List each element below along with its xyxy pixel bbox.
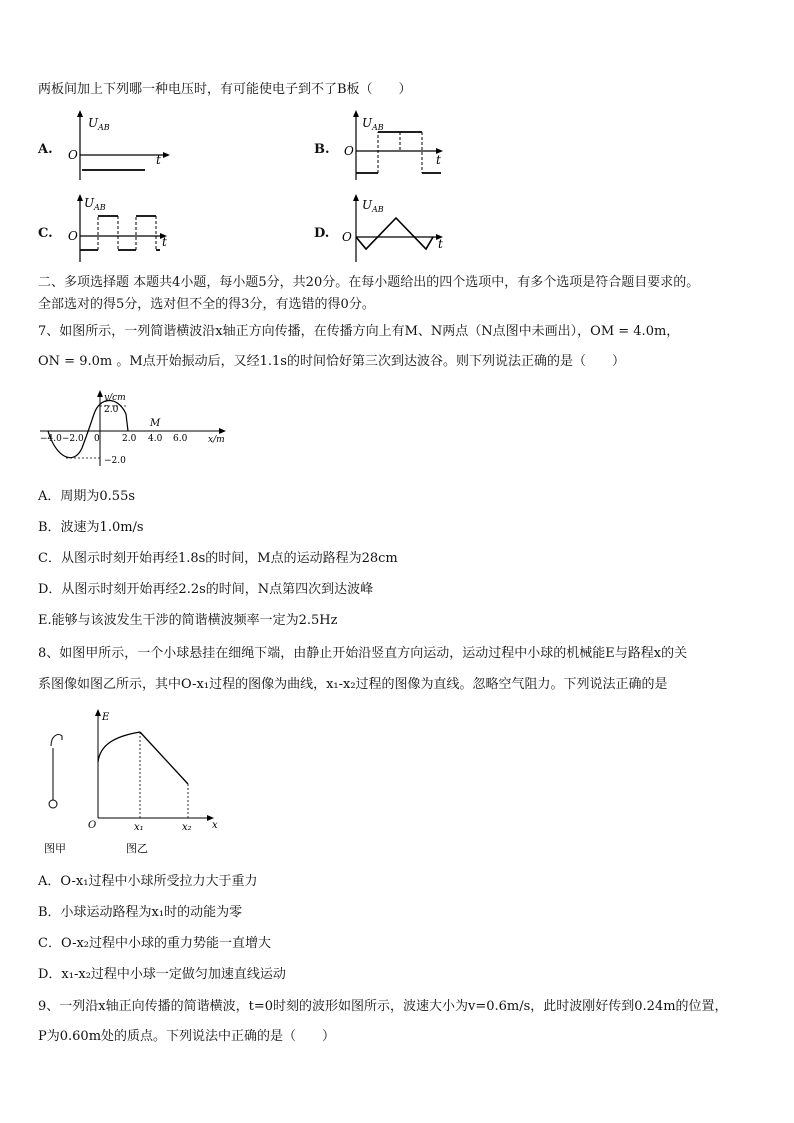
q8-option-a: A．O-x₁过程中小球所受拉力大于重力 <box>38 874 258 889</box>
axis-u-subscript: AB <box>98 123 110 132</box>
origin-label: O <box>344 144 354 158</box>
ylabel: y/cm <box>104 393 126 403</box>
q8-option-b: B．小球运动路程为x₁时的动能为零 <box>38 905 243 920</box>
origin-label: 0 <box>94 434 100 444</box>
q8-stem-line2: 系图像如图乙所示，其中O-x₁过程的图像为曲线，x₁-x₂过程的图像为直线。忽略空气阻力。下列说法正确的是 <box>38 677 668 692</box>
axis-u-label: U <box>362 116 373 130</box>
axis-t-label: t <box>156 153 161 167</box>
xtick-4: 4.0 <box>148 434 163 444</box>
axis-u-label: U <box>84 196 95 210</box>
q6-option-c-label: C. <box>38 226 53 241</box>
origin-label: O <box>342 230 352 244</box>
caption-figure-b: 图乙 <box>126 842 148 855</box>
x2-label: x₂ <box>182 822 192 833</box>
q6-graph-d <box>336 192 456 268</box>
q7-option-c: C．从图示时刻开始再经1.8s的时间，M点的运动路程为28cm <box>38 551 398 566</box>
origin-label: O <box>68 148 78 162</box>
axis-t-label: t <box>438 237 443 251</box>
axis-u-subscript: AB <box>372 205 384 214</box>
axis-u-subscript: AB <box>94 203 106 212</box>
q8-stem-line1: 8、如图甲所示，一个小球悬挂在细绳下端，由静止开始沿竖直方向运动，运动过程中小球的机械能E与路程x的关 <box>38 646 688 661</box>
q6-graph-a <box>60 108 180 184</box>
q6-option-a-label: A. <box>38 142 53 157</box>
x1-label: x₁ <box>134 822 144 833</box>
q9-stem-line2: P为0.60m处的质点。下列说法中正确的是（ ） <box>38 1029 336 1044</box>
q6-graph-b <box>336 108 456 184</box>
q7-option-b: B．波速为1.0m/s <box>38 520 144 535</box>
q6-option-d-label: D. <box>314 226 330 241</box>
caption-figure-a: 图甲 <box>44 842 66 855</box>
q7-option-e: E.能够与该波发生干涉的简谐横波频率一定为2.5Hz <box>38 613 338 628</box>
q7-stem-line2: ON = 9.0m 。M点开始振动后，又经1.1s的时间恰好第三次到达波谷。则下列说法正确的是（ ） <box>38 354 625 369</box>
xlabel: x/m <box>208 435 225 445</box>
axis-u-label: U <box>362 198 373 212</box>
origin-label: O <box>88 820 97 831</box>
q7-wave-figure <box>36 388 236 468</box>
q6-option-b-label: B. <box>314 142 330 157</box>
origin-label: O <box>68 229 78 243</box>
q9-stem-line1: 9、一列沿x轴正向传播的简谐横波，t=0时刻的波形如图所示，波速大小为v=0.6m/s，此时波刚好传到0.24m的位置， <box>38 999 728 1014</box>
axis-t-label: t <box>162 235 167 249</box>
point-m-label: M <box>150 418 161 429</box>
e-axis-label: E <box>102 712 110 723</box>
x-axis-label: x <box>212 820 218 831</box>
q7-stem-line1: 7、如图所示，一列简谐横波沿x轴正方向传播，在传播方向上有M、N两点（N点图中未画出），OM = 4.0m， <box>38 324 680 339</box>
q8-option-c: C．O-x₂过程中小球的重力势能一直增大 <box>38 936 272 951</box>
q6-stem: 两板间加上下列哪一种电压时，有可能使电子到不了B板（ ） <box>38 82 412 97</box>
xtick-2: 2.0 <box>122 434 137 444</box>
ytick-neg: −2.0 <box>104 456 126 466</box>
axis-u-label: U <box>88 116 99 130</box>
q6-graph-c <box>60 192 180 268</box>
q8-option-d: D．x₁-x₂过程中小球一定做匀加速直线运动 <box>38 967 286 982</box>
ytick-pos: 2.0 <box>104 405 119 415</box>
section-header-line2: 全部选对的得5分，选对但不全的得3分，有选错的得0分。 <box>38 297 375 312</box>
q8-figure <box>36 706 236 858</box>
xticks-neg: −4.0−2.0 <box>40 434 84 444</box>
xtick-6: 6.0 <box>173 434 188 444</box>
q7-option-a: A．周期为0.55s <box>38 489 136 504</box>
q7-option-d: D．从图示时刻开始再经2.2s的时间，N点第四次到达波峰 <box>38 582 374 597</box>
section-header-line1: 二、多项选择题 本题共4小题，每小题5分，共20分。在每小题给出的四个选项中，有多个选项是符合题目要求的。 <box>38 275 700 290</box>
axis-u-subscript: AB <box>372 123 384 132</box>
axis-t-label: t <box>436 153 441 167</box>
